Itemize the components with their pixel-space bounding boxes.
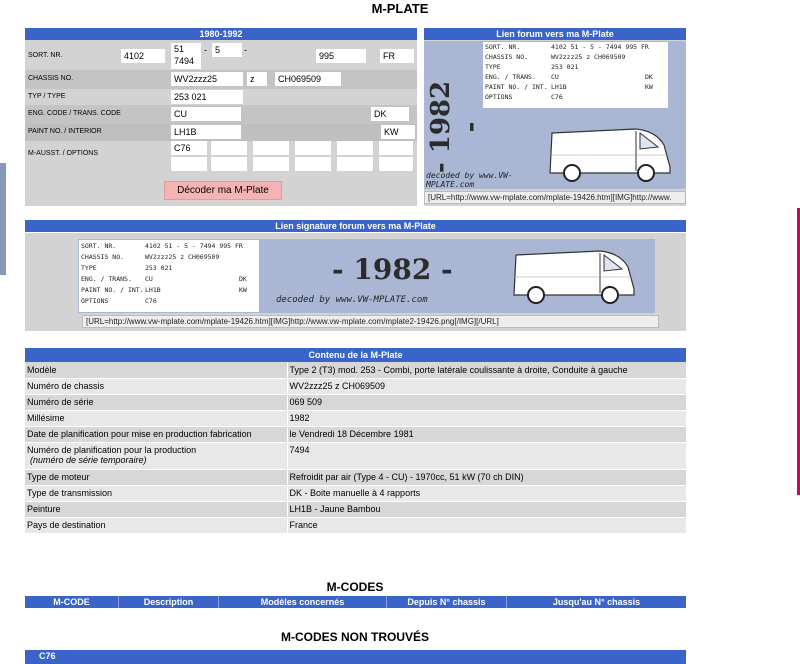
mcodes-col-description: Description bbox=[119, 596, 219, 608]
option-field-1[interactable]: C76 bbox=[171, 141, 207, 155]
not-found-code: C76 bbox=[25, 650, 686, 664]
interior-field[interactable]: KW bbox=[381, 125, 415, 139]
sig-card-type-value: 253 021 bbox=[145, 264, 173, 272]
contents-row bbox=[25, 394, 686, 410]
forum-card-paint-value: LH1B bbox=[551, 83, 567, 91]
option-field-2[interactable] bbox=[211, 141, 247, 155]
van-illustration bbox=[546, 121, 674, 185]
mcodes-col-mcode: M-CODE bbox=[25, 596, 119, 608]
signature-panel bbox=[25, 233, 686, 331]
contents-row bbox=[25, 378, 686, 394]
forum-card-eng-value: CU bbox=[551, 73, 559, 81]
forum-card-type-value: 253 021 bbox=[551, 63, 579, 71]
sig-card-trans-value: DK bbox=[239, 275, 247, 283]
signature-plate-image bbox=[78, 239, 655, 313]
mcodes-col-to-chassis: Jusqu'au N° chassis bbox=[552, 597, 641, 607]
forum-year-vertical: - 1982 - bbox=[426, 80, 486, 174]
sig-card-options-label: OPTIONS bbox=[81, 297, 109, 305]
contents-label-text: Type de transmission bbox=[27, 488, 113, 498]
type-label: TYP / TYPE bbox=[28, 93, 66, 100]
signature-header: Lien signature forum vers ma M-Plate bbox=[25, 220, 686, 232]
forum-plate-header: Lien forum vers ma M-Plate bbox=[424, 28, 686, 40]
forum-plate-image bbox=[424, 41, 686, 189]
contents-value: France bbox=[287, 517, 686, 533]
contents-value: DK - Boite manuelle à 4 rapports bbox=[287, 485, 686, 501]
forum-card-chassis-label: CHASSIS NO. bbox=[485, 53, 529, 61]
contents-value: 069 509 bbox=[287, 394, 686, 410]
sort-separator-2: - bbox=[244, 45, 247, 55]
option-field-4[interactable] bbox=[295, 141, 331, 155]
contents-label bbox=[25, 517, 287, 533]
option-field-7[interactable] bbox=[171, 157, 207, 171]
form-header: 1980-1992 bbox=[25, 28, 417, 40]
sort-field-2-value: 51 bbox=[174, 44, 185, 54]
contents-label-text: Pays de destination bbox=[27, 520, 106, 530]
signature-year: - 1982 - bbox=[332, 253, 453, 286]
contents-table bbox=[25, 362, 686, 534]
chassis-label: CHASSIS NO. bbox=[28, 75, 74, 82]
paint-field[interactable]: LH1B bbox=[171, 125, 241, 139]
sort-field-2[interactable] bbox=[171, 43, 201, 69]
contents-row bbox=[25, 517, 686, 533]
sort-label: SORT. NR. bbox=[28, 52, 63, 59]
sort-field-3[interactable]: 5 bbox=[212, 43, 242, 57]
contents-row bbox=[25, 485, 686, 501]
contents-label bbox=[25, 394, 287, 410]
contents-label-text: Millésime bbox=[27, 413, 65, 423]
chassis-field-1[interactable]: WV2zzz25 bbox=[171, 72, 243, 86]
paint-label: PAINT NO. / INTERIOR bbox=[28, 128, 102, 135]
forum-decoded-by: decoded by www.VW-MPLATE.com bbox=[426, 171, 513, 189]
forum-card-options-label: OPTIONS bbox=[485, 93, 513, 101]
sig-card-sort-value: 4102 51 - 5 - 7494 995 FR bbox=[145, 242, 243, 250]
options-label: M-AUSST. / OPTIONS bbox=[28, 150, 99, 157]
mcodes-not-found-title: M-CODES NON TROUVÉS bbox=[280, 630, 429, 644]
forum-card-sort-label: SORT. NR. bbox=[485, 43, 521, 51]
contents-label bbox=[25, 469, 287, 485]
contents-label bbox=[25, 442, 287, 469]
mcodes-col-from-chassis: Depuis N° chassis bbox=[387, 596, 507, 608]
contents-label-text: Date de planification pour mise en production fabrication bbox=[27, 429, 252, 439]
sort-field-6[interactable]: FR bbox=[380, 49, 414, 63]
forum-card-trans-value: DK bbox=[645, 73, 653, 81]
decode-button[interactable]: Décoder ma M-Plate bbox=[164, 181, 282, 200]
option-field-5[interactable] bbox=[337, 141, 373, 155]
left-edge-marker bbox=[0, 163, 6, 275]
engine-label: ENG. CODE / TRANS. CODE bbox=[28, 110, 121, 117]
forum-url-field[interactable]: [URL=http://www.vw-mplate.com/mplate-19426.htm][IMG]http://www. bbox=[424, 191, 686, 204]
forum-card-chassis-value: WV2zzz25 z CH069509 bbox=[551, 53, 626, 61]
forum-card-options-value: C76 bbox=[551, 93, 563, 101]
sig-card-paint-value: LH1B bbox=[145, 286, 161, 294]
mcodes-col-models: Modèles concernés bbox=[219, 596, 387, 608]
contents-label bbox=[25, 362, 287, 378]
contents-row bbox=[25, 410, 686, 426]
contents-label-text: Numéro de série bbox=[27, 397, 94, 407]
contents-value: 1982 bbox=[287, 410, 686, 426]
contents-label-text: Numéro de chassis bbox=[27, 381, 105, 391]
contents-row bbox=[25, 362, 686, 378]
engine-code-field[interactable]: CU bbox=[171, 107, 241, 121]
engine-row bbox=[25, 105, 417, 124]
contents-row bbox=[25, 469, 686, 485]
contents-header: Contenu de la M-Plate bbox=[25, 348, 686, 362]
option-field-11[interactable] bbox=[337, 157, 373, 171]
contents-row bbox=[25, 426, 686, 442]
sig-card-type-label: TYPE bbox=[81, 264, 97, 272]
signature-van-illustration bbox=[510, 243, 638, 307]
forum-plate-panel bbox=[424, 28, 686, 206]
contents-value: Type 2 (T3) mod. 253 - Combi, porte latérale coulissante à droite, Conduite à gauche bbox=[287, 362, 686, 378]
mplate-form bbox=[25, 28, 417, 206]
sig-card-chassis-value: WV2zzz25 z CH069509 bbox=[145, 253, 220, 261]
contents-row bbox=[25, 501, 686, 517]
sort-field-4-value: 7494 bbox=[174, 56, 195, 66]
contents-label bbox=[25, 378, 287, 394]
sort-field-5[interactable]: 995 bbox=[316, 49, 366, 63]
contents-label bbox=[25, 501, 287, 517]
sig-card-eng-label: ENG. / TRANS. bbox=[81, 275, 132, 283]
options-row bbox=[25, 141, 417, 171]
sort-row bbox=[25, 42, 417, 70]
option-field-9[interactable] bbox=[253, 157, 289, 171]
contents-value: LH1B - Jaune Bambou bbox=[287, 501, 686, 517]
type-row bbox=[25, 89, 417, 105]
sig-card-int-value: KW bbox=[239, 286, 247, 294]
forum-card-paint-label: PAINT NO. / INT. bbox=[485, 83, 548, 91]
option-field-12[interactable] bbox=[379, 157, 413, 171]
signature-plate-card bbox=[79, 240, 259, 312]
contents-label bbox=[25, 426, 287, 442]
contents-label-text: Numéro de planification pour la production bbox=[27, 444, 197, 455]
contents-row bbox=[25, 442, 686, 469]
contents-label-text: Modèle bbox=[27, 364, 57, 375]
sort-field-1[interactable]: 4102 bbox=[121, 49, 165, 63]
signature-url-field[interactable]: [URL=http://www.vw-mplate.com/mplate-19426.htm][IMG]http://www.vw-mplate.com/mplate2-19426.png[/IMG][/URL] bbox=[82, 315, 659, 328]
forum-card-type-label: TYPE bbox=[485, 63, 501, 71]
chassis-field-2[interactable]: z bbox=[247, 72, 267, 86]
page-title: M-PLATE bbox=[371, 1, 429, 16]
type-field[interactable]: 253 021 bbox=[171, 90, 243, 104]
contents-label bbox=[25, 410, 287, 426]
sig-card-sort-label: SORT. NR. bbox=[81, 242, 117, 250]
sig-card-options-value: C76 bbox=[145, 297, 157, 305]
contents-label-text: Peinture bbox=[27, 504, 61, 514]
contents-value: Refroidit par air (Type 4 - CU) - 1970cc, 51 kW (70 ch DIN) bbox=[287, 469, 686, 485]
option-field-10[interactable] bbox=[295, 157, 331, 171]
contents-value: le Vendredi 18 Décembre 1981 bbox=[287, 426, 686, 442]
paint-row bbox=[25, 124, 417, 141]
contents-label-text: Type de moteur bbox=[27, 472, 90, 482]
forum-plate-card bbox=[483, 42, 668, 108]
mcodes-title: M-CODES bbox=[326, 580, 384, 594]
option-field-8[interactable] bbox=[211, 157, 247, 171]
chassis-row bbox=[25, 70, 417, 89]
option-field-6[interactable] bbox=[379, 141, 413, 155]
contents-value: 7494 bbox=[287, 442, 686, 469]
sig-card-paint-label: PAINT NO. / INT. bbox=[81, 286, 144, 294]
contents-label bbox=[25, 485, 287, 501]
contents-value: WV2zzz25 z CH069509 bbox=[287, 378, 686, 394]
sig-card-eng-value: CU bbox=[145, 275, 153, 283]
trans-code-field[interactable]: DK bbox=[371, 107, 409, 121]
mcodes-table-header bbox=[25, 596, 686, 608]
forum-card-int-value: KW bbox=[645, 83, 653, 91]
sort-separator-1: - bbox=[204, 45, 207, 55]
option-field-3[interactable] bbox=[253, 141, 289, 155]
chassis-field-3[interactable]: CH069509 bbox=[275, 72, 341, 86]
contents-sublabel-text: (numéro de série temporaire) bbox=[30, 454, 147, 465]
forum-card-eng-label: ENG. / TRANS. bbox=[485, 73, 536, 81]
signature-decoded-by: decoded by www.VW-MPLATE.com bbox=[276, 295, 428, 305]
forum-card-sort-value: 4102 51 - 5 - 7494 995 FR bbox=[551, 43, 649, 51]
sig-card-chassis-label: CHASSIS NO. bbox=[81, 253, 125, 261]
